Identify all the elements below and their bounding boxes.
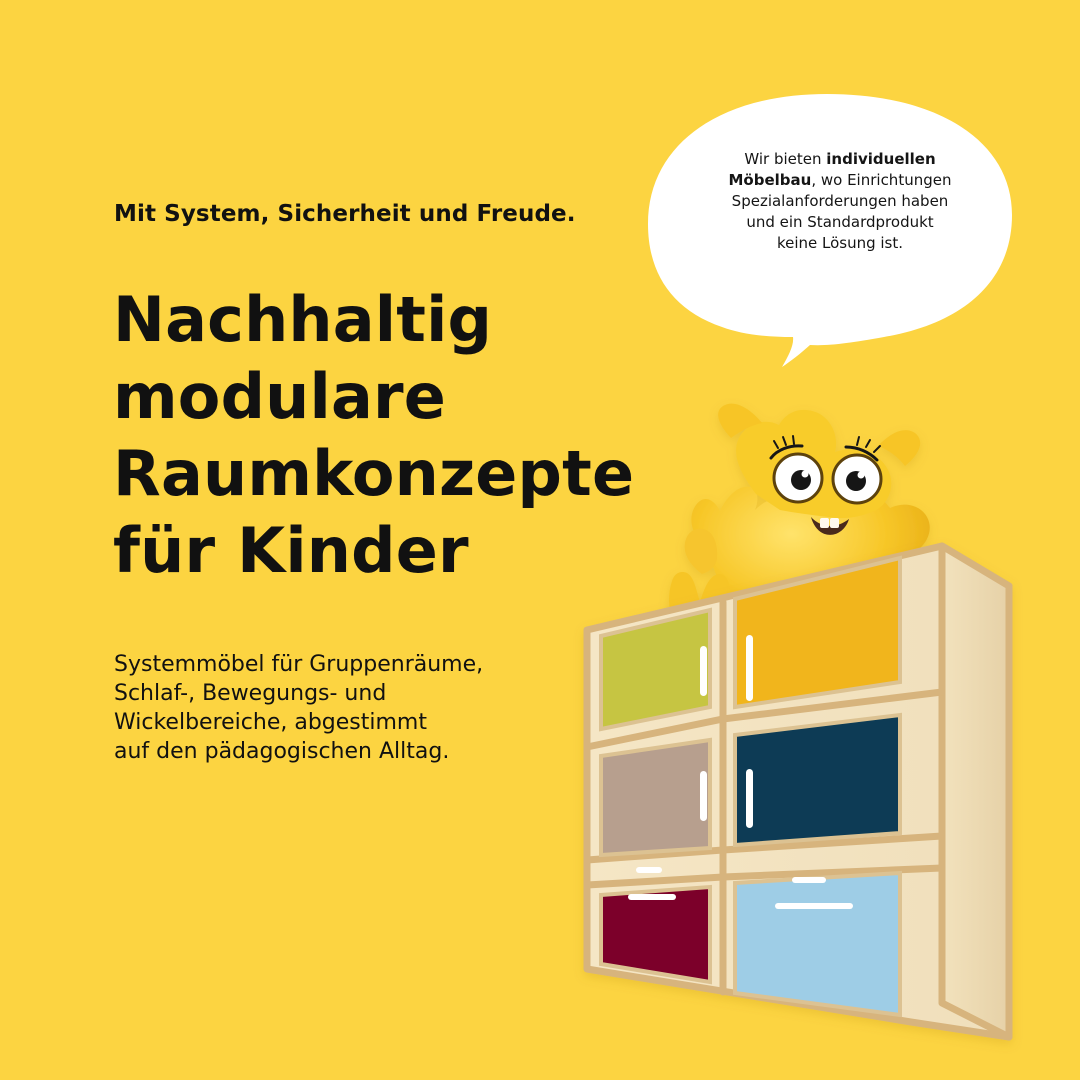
headline-line-2: modulare	[113, 360, 447, 433]
speech-line-5: keine Lösung ist.	[776, 234, 904, 252]
speech-bubble-text	[680, 149, 1000, 254]
furniture-scene	[560, 390, 1040, 1060]
description-line-2: Schlaf-, Bewegungs- und	[114, 681, 387, 706]
modular-cabinet-icon	[587, 546, 1009, 1037]
furniture-illustration	[560, 390, 1040, 1060]
right-eye-icon	[833, 437, 881, 503]
description-line-3: Wickelbereiche, abgestimmt	[114, 710, 427, 735]
headline-line-4: für Kinder	[113, 514, 469, 587]
description-line-4: auf den pädagogischen Alltag.	[114, 739, 450, 764]
speech-line-2: Möbelbau, wo Einrichtungen	[728, 171, 952, 189]
headline-line-3: Raumkonzepte	[113, 437, 635, 510]
headline	[113, 281, 634, 589]
speech-bubble	[640, 78, 1020, 378]
speech-line-4: und ein Standardprodukt	[746, 213, 934, 231]
description	[114, 650, 483, 766]
description-line-1: Systemmöbel für Gruppenräume,	[114, 652, 484, 677]
speech-line-3: Spezialanforderungen haben	[731, 192, 949, 210]
eyebrow-text: Mit System, Sicherheit und Freude.	[114, 201, 576, 227]
speech-line-1: Wir bieten individuellen	[744, 150, 936, 168]
headline-line-1: Nachhaltig	[113, 283, 493, 356]
